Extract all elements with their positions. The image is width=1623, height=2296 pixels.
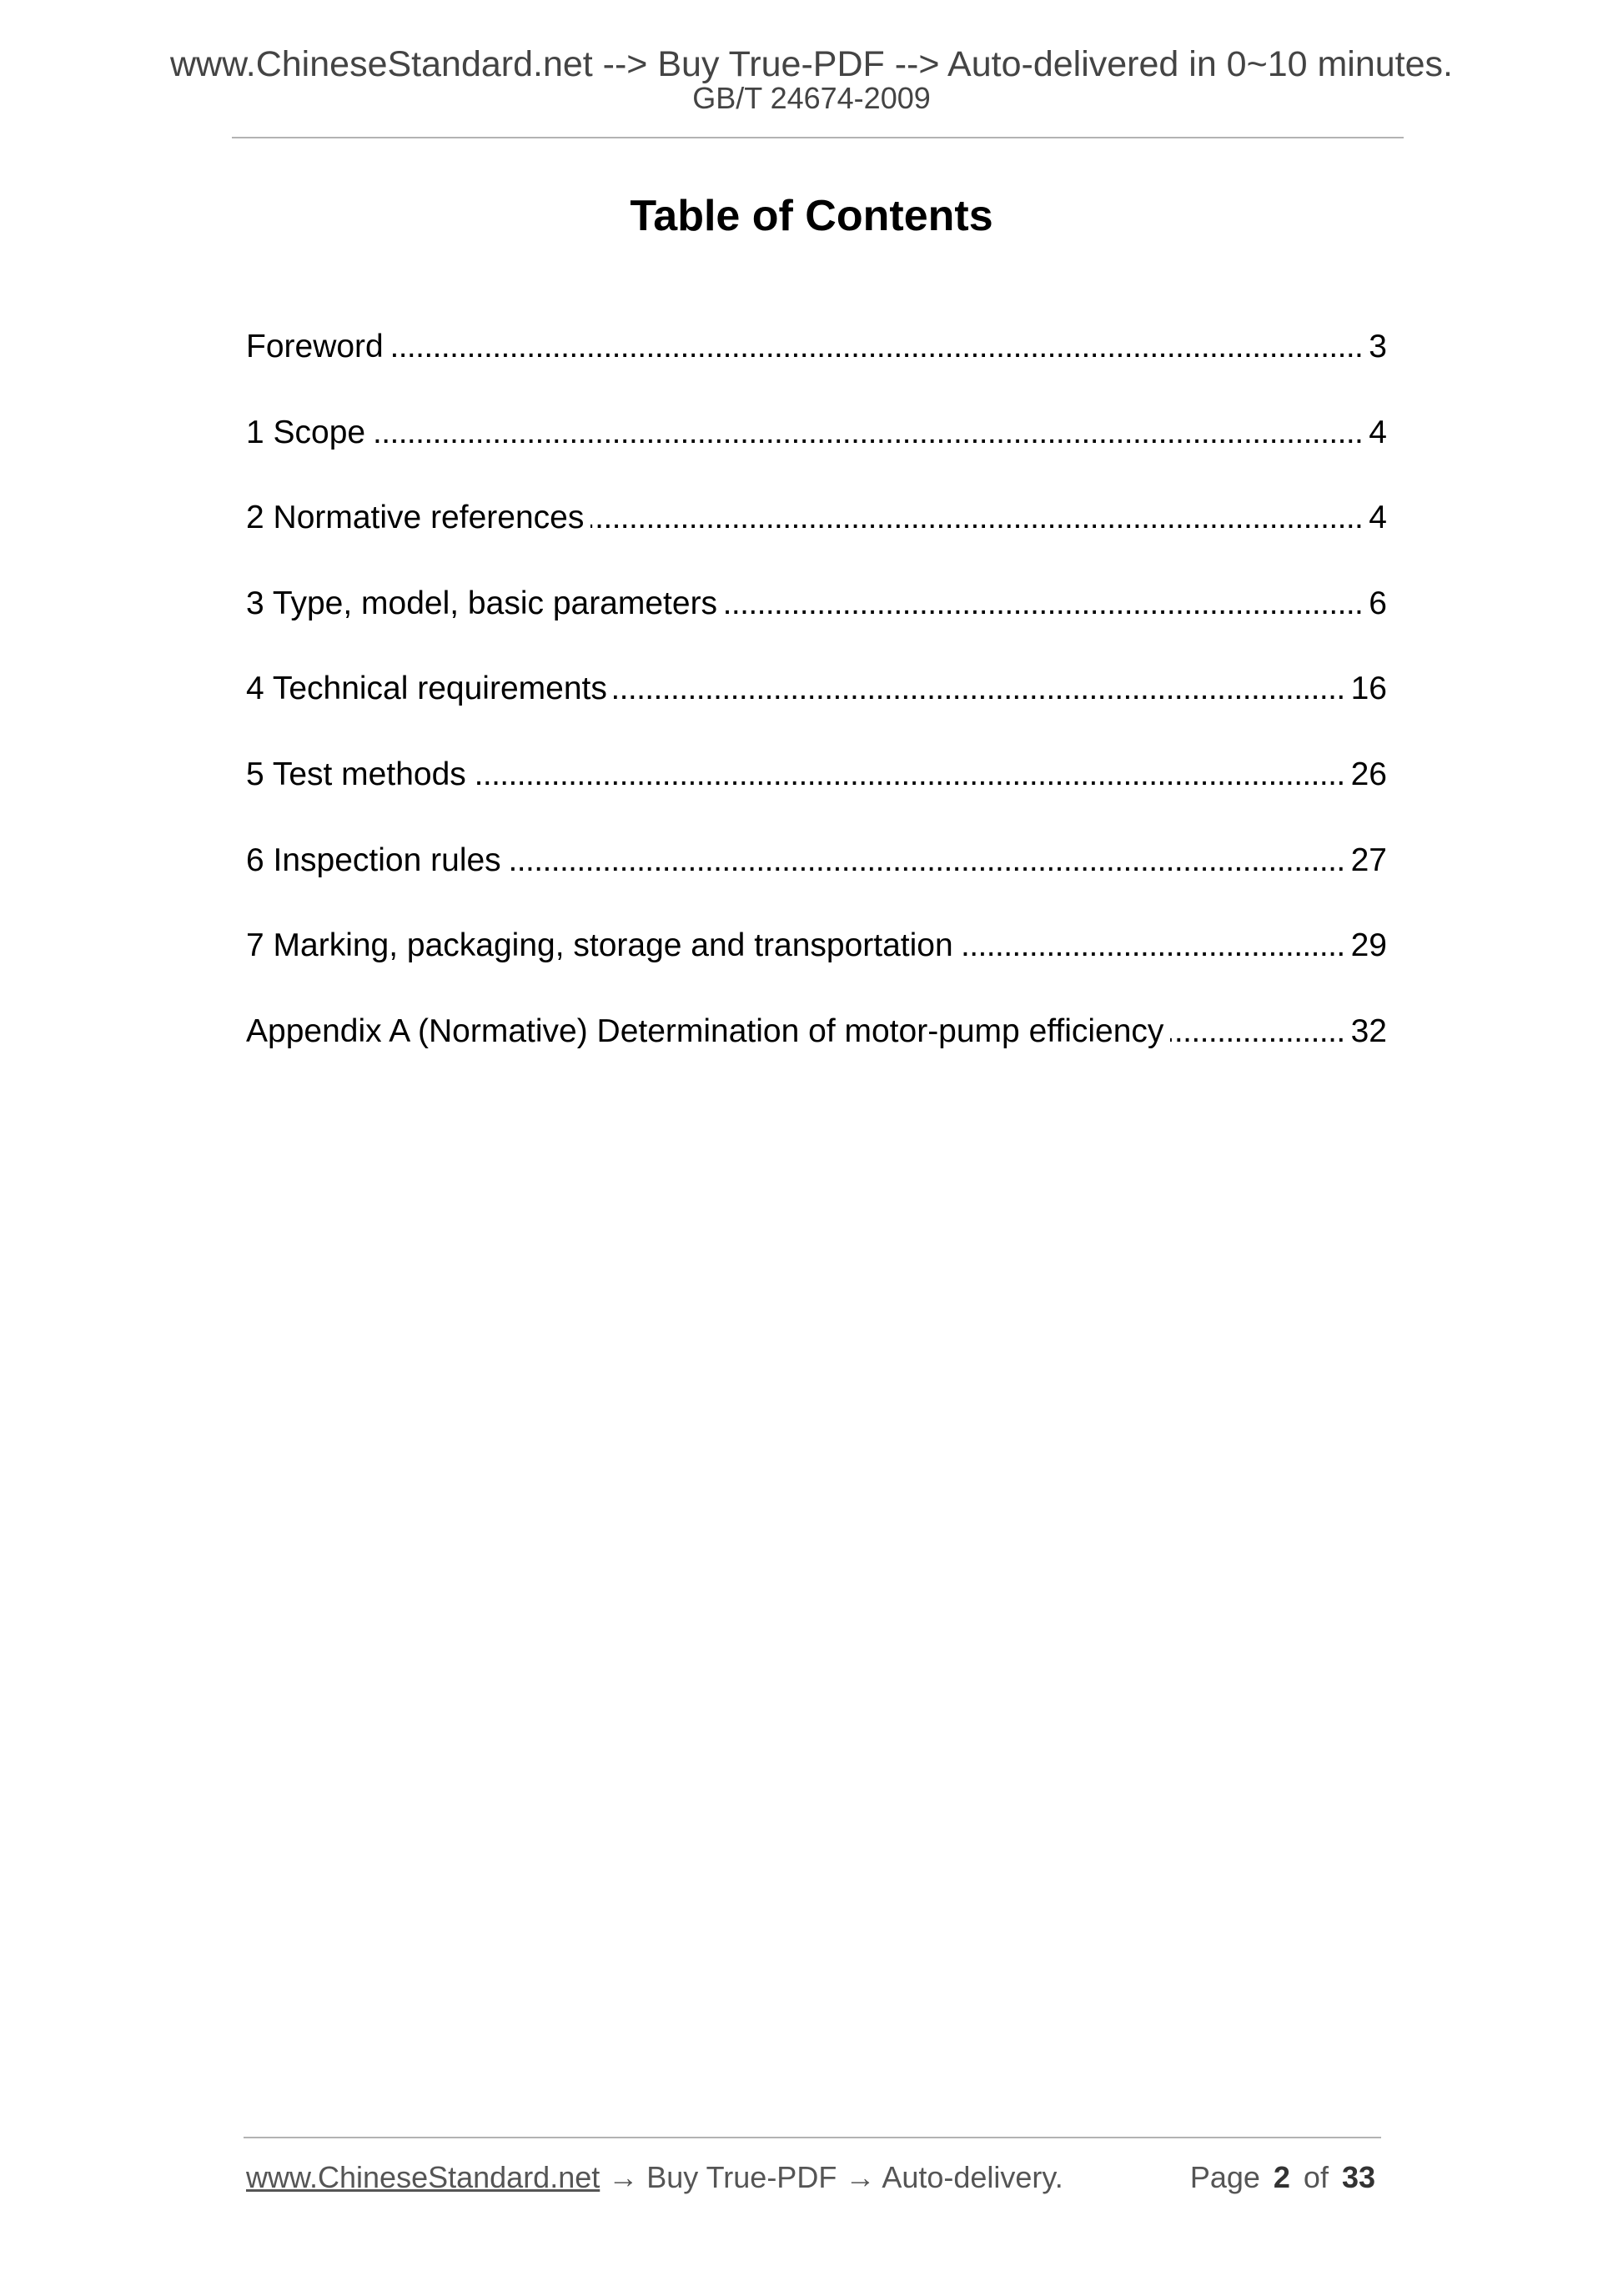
toc-title: Table of Contents xyxy=(630,192,993,240)
toc-entry-inspection-rules xyxy=(246,818,1387,904)
toc-entry-label: 6 Inspection rules xyxy=(246,842,501,878)
header-divider xyxy=(232,137,1404,138)
toc-entry-label: 1 Scope xyxy=(246,414,366,450)
total-page-count: 33 xyxy=(1341,2160,1375,2194)
dot-leader xyxy=(724,561,1363,647)
dot-leader xyxy=(473,732,1345,818)
toc-entry-label: Foreword xyxy=(246,329,384,364)
toc-entry-page: 4 xyxy=(1369,414,1387,450)
current-page-number: 2 xyxy=(1273,2160,1290,2194)
dot-leader xyxy=(960,903,1345,989)
toc-entry-page: 26 xyxy=(1350,756,1387,792)
toc-entry-marking-packaging xyxy=(246,903,1387,989)
toc-entry-technical-requirements xyxy=(246,646,1387,732)
footer-promo xyxy=(246,2160,1063,2194)
toc-entry-label: 3 Type, model, basic parameters xyxy=(246,585,718,621)
dot-leader xyxy=(1170,989,1344,1075)
toc-entry-label: 5 Test methods xyxy=(246,756,466,792)
footer-tagline: → Buy True-PDF → Auto-delivery. xyxy=(608,2160,1063,2194)
toc-entry-page: 16 xyxy=(1350,671,1387,707)
standard-code: GB/T 24674-2009 xyxy=(692,81,931,115)
dot-leader xyxy=(372,390,1363,476)
toc-entry-page: 4 xyxy=(1369,500,1387,536)
toc-entry-page: 3 xyxy=(1369,329,1387,364)
page-indicator xyxy=(1189,2160,1375,2194)
dot-leader xyxy=(614,646,1345,732)
toc-entry-label: 2 Normative references xyxy=(246,500,585,536)
toc-entry-page: 32 xyxy=(1350,1012,1387,1049)
toc-entry-test-methods xyxy=(246,732,1387,818)
header-banner: www.ChineseStandard.net --> Buy True-PDF --> Auto-delivered in 0~10 minutes. xyxy=(169,44,1453,84)
of-word: of xyxy=(1303,2160,1329,2194)
toc-entry-label: 7 Marking, packaging, storage and transportation xyxy=(246,927,953,964)
toc-entry-page: 27 xyxy=(1350,842,1387,878)
footer-divider xyxy=(244,2137,1381,2138)
toc-entry-type-model-parameters xyxy=(246,561,1387,647)
page-word: Page xyxy=(1189,2160,1260,2194)
toc-entry-foreword xyxy=(246,304,1387,390)
table-of-contents xyxy=(246,304,1387,1074)
toc-entry-page: 6 xyxy=(1369,585,1387,621)
toc-entry-appendix-a xyxy=(246,989,1387,1075)
toc-entry-label: 4 Technical requirements xyxy=(246,671,607,707)
dot-leader xyxy=(508,818,1345,904)
toc-entry-label: Appendix A (Normative) Determination of motor-pump efficiency xyxy=(246,1012,1164,1049)
toc-entry-normative-references xyxy=(246,475,1387,561)
toc-entry-page: 29 xyxy=(1350,927,1387,964)
dot-leader xyxy=(390,304,1364,390)
dot-leader xyxy=(590,475,1363,561)
footer-website-link[interactable]: www.ChineseStandard.net xyxy=(246,2160,600,2194)
toc-entry-scope xyxy=(246,390,1387,476)
